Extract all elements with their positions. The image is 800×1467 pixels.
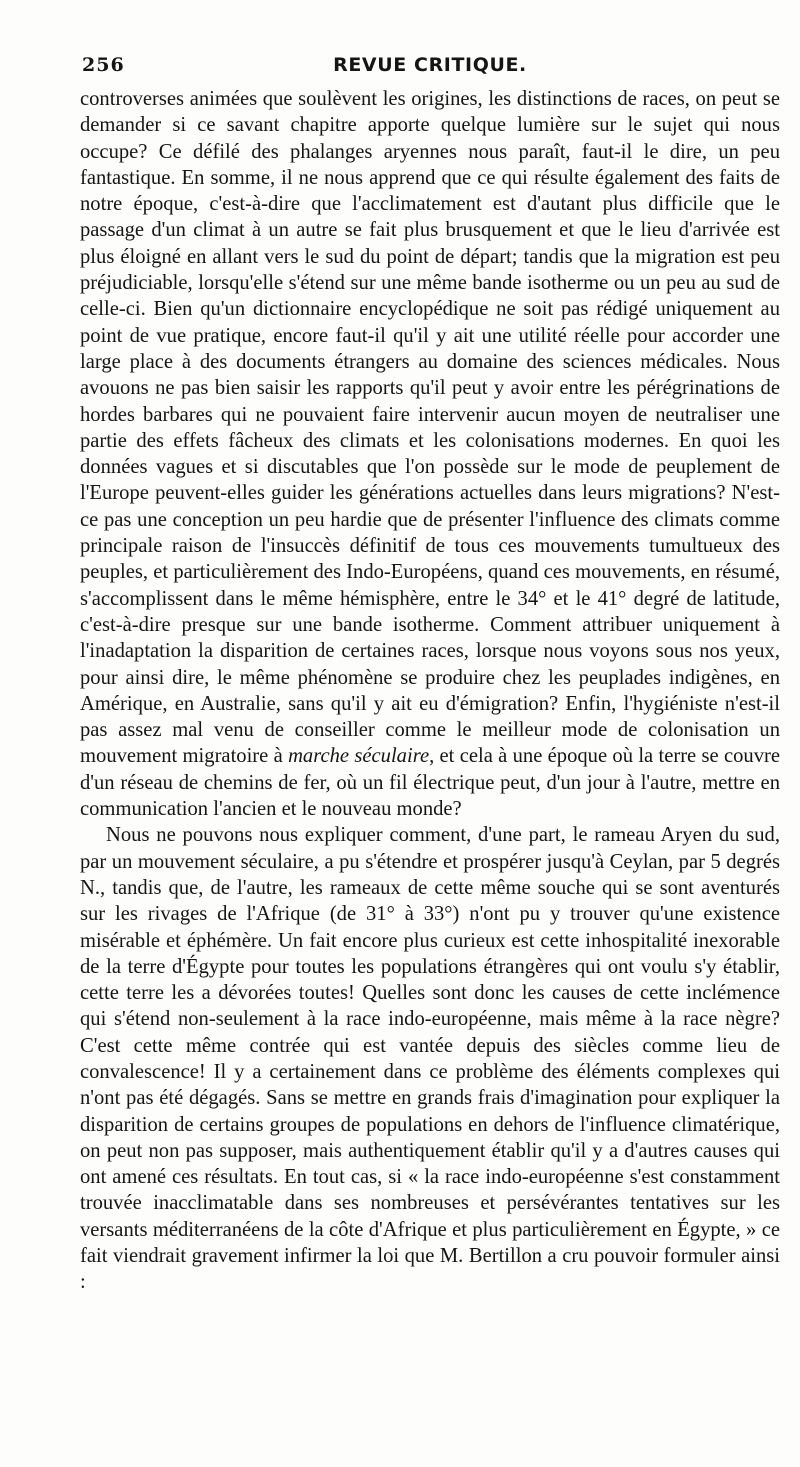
paragraph-text: , et cela à une époque où la terre se couvre d'un réseau de chemins de fer, où un fil électrique peut, d'un jour à l'autre, mettre en communication l'ancien et le nouveau monde? xyxy=(80,745,780,821)
paragraph: Nous ne pouvons nous expliquer comment, d'une part, le rameau Aryen du sud, par un mouvement séculaire, a pu s'étendre et prospérer jusqu'à Ceylan, par 5 degrés N., tandis que, de l'autre, les rameaux de cette même souche qui se sont aventurés sur les rivages de l'Afrique (de 31° à 33°) n'ont pu y trouver qu'une existence misérable et éphémère. Un fait encore plus curieux est cette inhospitalité inexorable de la terre d'Égypte pour toutes les populations étrangères qui ont voulu s'y établir, cette terre les a dévorées toutes! Quelles sont donc les causes de cette inclémence qui s'étend non-seulement à la race indo-européenne, mais même à la race nègre? C'est cette même contrée qui est vantée depuis des siècles comme lieu de convalescence! Il y a certainement dans ce problème des éléments complexes qui n'ont pas été dégagés. Sans se mettre en grands frais d'imagination pour expliquer la disparition de certains groupes de populations en dehors de l'influence climatérique, on peut non pas supposer, mais authentiquement établir qu'il y a d'autres causes qui ont amené ces résultats. En tout cas, si « la race indo-européenne s'est constamment trouvée inacclimatable dans ses nombreuses et persévérantes tentatives sur les versants méditerranéens de la côte d'Afrique et plus particulièrement en Égypte, » ce fait viendrait gravement infirmer la loi que M. Bertillon a cru pouvoir formuler ainsi : xyxy=(80,824,780,1294)
paragraph-text: controverses animées que soulèvent les origines, les distinctions de races, on peut se demander si ce savant chapitre apporte quelque lumière sur le sujet qui nous occupe? Ce défilé des phalanges aryennes nous paraît, faut-il le dire, un peu fantastique. En somme, il ne nous apprend que ce qui résulte également des faits de notre époque, c'est-à-dire que l'acclimatement est d'autant plus difficile que le passage d'un climat à un autre se fait plus brusquement et que le lieu d'arrivée est plus éloigné en allant vers le sud du point de départ; tandis que la migration est peu préjudiciable, lorsqu'elle s'étend sur une même bande isotherme ou un peu au sud de celle-ci. Bien qu'un dictionnaire encyclopédique ne soit pas rédigé uniquement au point de vue pratique, encore faut-il qu'il y ait une utilité réelle pour accorder une large place à des documents étrangers au domaine des sciences médicales. Nous avouons ne pas bien saisir les rapports qu'il peut y avoir entre les pérégrinations de hordes barbares qui ne pouvaient faire intervenir aucun moyen de neutraliser une partie des effets fâcheux des climats et les colonisations modernes. En quoi les données vagues et si discutables que l'on possède sur le mode de peuplement de l'Europe peuvent-elles guider les générations actuelles dans leurs migrations? N'est-ce pas une conception un peu hardie que de présenter l'influence des climats comme principale raison de l'insuccès définitif de tous ces mouvements tumultueux des peuples, et particulièrement des Indo-Européens, quand ces mouvements, en résumé, s'accomplissent dans le même hémisphère, entre le 34° et le 41° degré de latitude, c'est-à-dire presque sur une bande isotherme. Comment attribuer uniquement à l'inadaptation la disparition de certaines races, lorsque nous voyons sous nos yeux, pour ainsi dire, le même phénomène se produire chez les peuplades indigènes, en Amérique, en Australie, sans qu'il y ait eu d'émigration? Enfin, l'hygiéniste n'est-il pas assez mal venu de conseiller comme le meilleur mode de colonisation un mouvement migratoire à xyxy=(80,88,780,768)
paragraph-continued xyxy=(80,86,780,822)
italic-phrase: marche séculaire xyxy=(288,745,430,768)
journal-title: REVUE CRITIQUE. xyxy=(333,54,527,76)
running-head xyxy=(80,54,780,86)
body-text xyxy=(80,86,780,1296)
page-number: 256 xyxy=(82,54,125,76)
book-page xyxy=(80,54,780,1296)
